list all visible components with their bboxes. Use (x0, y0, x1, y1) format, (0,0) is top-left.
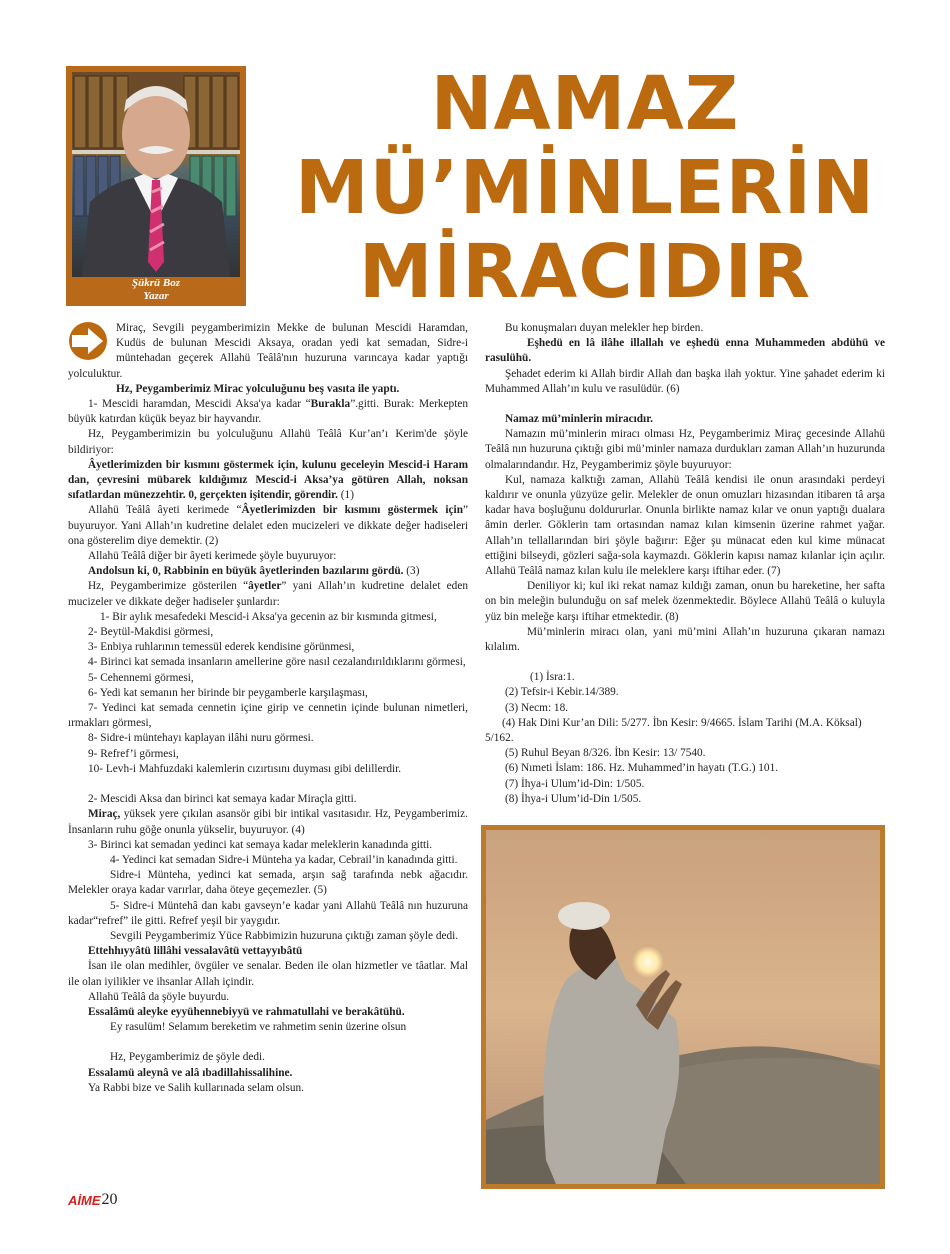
magazine-logo: AİME (68, 1193, 101, 1208)
text: yüksek yere çıkılan asansör gibi bir intikal vasıtasıdır. Hz, Peygamberimiz. İnsanların ruhu göğe onunla yükselir, buyuruyor. (4) (68, 808, 468, 836)
footnote: (6) Nımeti İslam: 186. Hz. Muhammed’in hayatı (T.G.) 101. (505, 762, 779, 775)
text: ” yani Allah’ın kudretine delalet eden mucizeler ve dikkate değer hadiseler şunlardır: (68, 580, 468, 608)
list-item: 4- Birinci kat semada insanların amellerine göre nasıl cezalandırıldıklarını görmesi, (88, 656, 466, 669)
footnote: (3) Necm: 18. (505, 701, 569, 714)
prayer-photo-image (486, 830, 880, 1184)
paragraph: Bu konuşmaları duyan melekler hep birden. (505, 322, 704, 334)
list-item: 8- Sidre-i müntehayı kaplayan ilâhi nuru görmesi. (88, 732, 314, 745)
section-heading: Namaz mü’minlerin miracıdır. (505, 413, 653, 426)
author-photo (72, 72, 240, 277)
title-line-1: NAMAZ (430, 61, 740, 147)
list-item: 10- Levh-i Mahfuzdaki kalemlerin cızırtısını duyması gibi delillerdir. (88, 762, 402, 775)
paragraph: Şehadet ederim ki Allah birdir Allah dan başka ilah yoktur. Yine şahadet ederim ki Muhammed Allah’ın kulu ve rasulüdür. (6) (485, 367, 885, 395)
right-column (485, 321, 885, 807)
text: (3) (403, 565, 420, 578)
bold-text: Âyetlerimizden bir kısmını göstermek için (241, 504, 463, 517)
subheading: Hz, Peygamberimiz Mirac yolculuğunu beş vasıta ile yaptı. (116, 382, 400, 395)
list-item: 5- Cehennemi görmesi, (88, 671, 194, 684)
paragraph: Ey rasulüm! Selamım bereketim ve rahmetim senin üzerine olsun (110, 1021, 407, 1034)
verse (68, 458, 468, 504)
text: ” buyuruyor. Yani Allah’ın kudretine delalet eden mucizeleri ve dikkate değer hadiseleri ona gösterelim diye demektir. (2) (68, 504, 468, 547)
text: ”.gitti. Burak: Merkepten büyük katırdan küçük beyaz bir hayvandır. (68, 398, 468, 426)
author-portrait-graphic (72, 72, 240, 277)
author-name: Şükrü Boz (131, 277, 180, 289)
footnote: (1) İsra:1. (530, 671, 575, 684)
list-item: 2- Beytül-Makdisi görmesi, (88, 626, 214, 639)
author-caption (66, 277, 246, 303)
arrow-right-icon (68, 321, 108, 361)
list-item: 9- Refref’i görmesi, (88, 747, 179, 760)
paragraph: 3- Birinci kat semadan yedinci kat semaya kadar meleklerin kanadında gitti. (88, 838, 433, 851)
paragraph: Deniliyor ki; kul iki rekat namaz kıldığı zaman, onun bu hareketine, her safta on bin meleğin bulunduğu on saf melek özenmektedir. Böylece Allahü Teâlâ o kuluyla yüz bin meleğe karşı iftihar etmektedir. (8) (485, 580, 885, 623)
list-item: 7- Yedinci kat semada cennetin içine girip ve cennetin içinde bulunan nimetleri, ırmakları görmesi, (68, 702, 468, 730)
paragraph: Allahü Teâlâ da şöyle buyurdu. (88, 990, 230, 1003)
bold-text: Miraç, (88, 808, 121, 821)
paragraph: Hz, Peygamberimiz de şöyle dedi. (110, 1051, 265, 1064)
intro-paragraph: Miraç, Sevgili peygamberimizin Mekke de bulunan Mescidi Haramdan, Kudüs de bulunan Mescidi Aksaya, oradan yedi kat semadan, Sidre-i müntehadan geçerek Allahü Teâlâ'nın huzuruna varıncaya kadar yaptığı yolculuktur. (68, 322, 468, 380)
paragraph: 4- Yedinci kat semadan Sidre-i Münteha ya kadar, Cebrail’in kanadında gitti. (110, 853, 458, 866)
bold-text: Burakla (310, 398, 351, 411)
article-title (270, 62, 900, 314)
paragraph: Sidre-i Münteha, yedinci kat semada, arşın sağ tarafında nebk ağacıdır. Melekler oraya kadar varırlar, daha öteye geçemezler. (5) (68, 869, 468, 897)
verse (68, 564, 468, 579)
paragraph (68, 397, 468, 427)
bold-text: Andolsun ki, 0, Rabbinin en büyük âyetlerinden bazılarını gördü. (88, 565, 404, 578)
text: 1- Mescidi haramdan, Mescidi Aksa'ya kadar “ (88, 398, 311, 411)
paragraph: Allahü Teâlâ diğer bir âyeti kerimede şöyle buyuruyor: (88, 550, 337, 563)
prayer-text: Ettehhıyyâtü lillâhi vessalavâtü vettayyıbâtü (88, 945, 303, 958)
list-item: 1- Bir aylık mesafedeki Mescid-i Aksa'ya gecenin az bir kısmında gitmesi, (100, 610, 437, 623)
footnote: (8) İhya-i Ulum’id-Din 1/505. (505, 792, 642, 805)
paragraph (68, 807, 468, 837)
paragraph: Hz, Peygamberimizin bu yolculuğunu Allahü Teâlâ Kur’an’ı Kerim'de şöyle bildiriyor: (68, 428, 468, 456)
paragraph (68, 579, 468, 609)
page-number: 20 (101, 1191, 118, 1208)
page-footer (68, 1192, 118, 1208)
bold-text: âyetler (248, 580, 282, 593)
footnote: (4) Hak Dini Kur’an Dili: 5/277. İbn Kesir: 9/4665. İslam Tarihi (M.A. Köksal) 5/162. (485, 716, 862, 745)
prayer-text: Eşhedü en lâ ilâhe illallah ve eşhedü enna Muhammeden abdühü ve rasulühü. (485, 337, 885, 365)
paragraph: Namazın mü’minlerin miracı olması Hz, Peygamberimiz Miraç gecesinde Allahü Teâlâ nın huzuruna çıktığı gibi mü’minler namaza durdukları zaman Allah’ın huzurunda olmalarındandır. Hz, Peygamberimiz şöyle buyuruyor: (485, 428, 885, 471)
footnote: (7) İhya-i Ulum’id-Din: 1/505. (505, 777, 645, 790)
footnotes (485, 670, 885, 807)
text: Hz, Peygamberimize gösterilen “ (88, 580, 249, 593)
paragraph: Mü’minlerin miracı olan, yani mü’mini Allah’ın huzuruna çıkaran namazı kılalım. (485, 625, 885, 654)
title-line-2: MÜ’MİNLERİN (294, 145, 876, 231)
left-column (68, 321, 468, 1096)
praying-man-graphic (486, 830, 880, 1184)
paragraph: Ya Rabbi bize ve Salih kullarınada selam olsun. (88, 1081, 304, 1094)
paragraph: Sevgili Peygamberimiz Yüce Rabbimizin huzuruna çıktığı zaman şöyle dedi. (110, 929, 459, 942)
paragraph: 5- Sidre-i Müntehâ dan kabı gavseyn’e kadar yani Allahü Teâlâ nın huzuruna kadar“refref” ile gitti. Refref yeşil bir yaygıdır. (68, 899, 468, 927)
paragraph (68, 503, 468, 549)
title-line-3: MİRACIDIR (358, 229, 812, 315)
list-item: 3- Enbiya ruhlarının temessül ederek kendisine görünmesi, (88, 641, 355, 654)
footnote: (5) Ruhul Beyan 8/326. İbn Kesir: 13/ 7540. (505, 747, 706, 760)
text: Allahü Teâlâ âyeti kerimede “ (88, 504, 242, 517)
text: (1) (337, 489, 354, 502)
bold-text: Âyetlerimizden bir kısmını göstermek için, kulunu geceleyin Mescid-i Haram dan, çevresini mübarek kıldığımız Mescid-i Aksa’ya götüren Allah, noksan sıfatlardan münezzehtir. 0, gerçekten işitendir, görendir. (68, 458, 468, 502)
author-box (66, 66, 246, 306)
paragraph: İsan ile olan medihler, övgüler ve senalar. Beden ile olan hizmetler ve tâatlar. Mal ile olan iyilikler ve ihsanlar Allah içindir. (68, 960, 468, 988)
paragraph: Kul, namaza kalktığı zaman, Allahü Teâlâ kendisi ile onun arasındaki perdeyi kaldırır ve onunla yüzyüze gelir. Melekler de onun omuzları hizasından itibaren tâ arşa kadar hava boşluğunu doldururlar. Onunla birlikte namaz kılar ve onun yaptığı dualara âmin derler. Göklerin tam ortasından namaz kılan kimsenin üzerine rahmet yağar. Allah’ın tellallarından biri şöyle bağırır: Eğer şu münacat eden kul kime münacat ettiğini bilseydi, gözleri sağa-sola kaymazdı. Göklerin kapısı namaz kılanlar için açılır. Allahü Teâlâ namaz kılan kulu ile meleklere karşı iftihar eder. (7) (485, 473, 885, 578)
list-item: 6- Yedi kat semanın her birinde bir peygamberle karşılaşması, (88, 686, 368, 699)
prayer-text: Essalâmü aleyke eyyühennebiyyü ve rahmatullahi ve berakâtühü. (88, 1005, 405, 1018)
prayer-text: Essalamü aleynâ ve alâ ıbadillahissalihine. (88, 1066, 293, 1079)
footnote: (2) Tefsir-i Kebir.14/389. (505, 686, 619, 699)
paragraph: 2- Mescidi Aksa dan birinci kat semaya kadar Miraçla gitti. (88, 793, 357, 806)
author-role: Yazar (143, 290, 169, 302)
prayer-photo (481, 825, 885, 1189)
